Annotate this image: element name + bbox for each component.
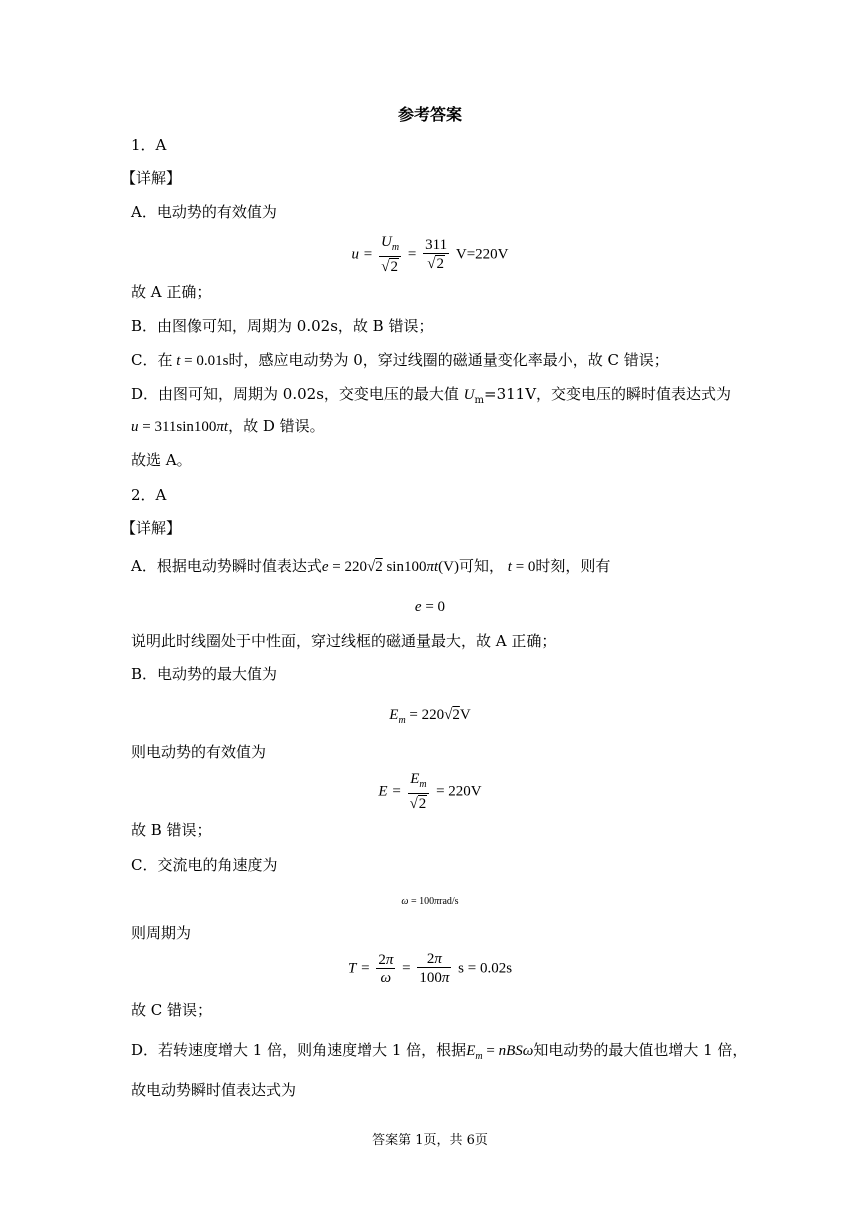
- q2-answer: 2．A: [131, 486, 167, 504]
- q2-b-conclusion: 故 B 错误；: [131, 821, 212, 839]
- q2-detail-heading: 【详解】: [121, 519, 182, 537]
- q1-d-line2: u = 311sin100πt，故 D 错误。: [131, 417, 325, 435]
- q2-a-formula: e = 0: [414, 599, 446, 615]
- q2-a-conclusion: 说明此时线圈处于中性面，穿过线框的磁通量最大，故 A 正确；: [131, 632, 557, 650]
- q1-a-intro: A．电动势的有效值为: [131, 203, 277, 221]
- q1-a-formula: u = $\frac{U_m}{√2}$ = $\frac{311}{√2}$ V=220V: [351, 234, 509, 275]
- q2-b-intro: B．电动势的最大值为: [131, 665, 278, 683]
- q1-a-conclusion: 故 A 正确；: [131, 283, 212, 301]
- q2-c-formula2: T = $\frac{2\pi}{\omega}$ = $\frac{2\pi}{100\pi}$ s = 0.02s: [347, 951, 513, 986]
- q2-c-formula1: ω = 100πrad/s: [401, 896, 459, 907]
- q2-b-formula2: E = $\frac{E_m}{√2}$ = 220V: [378, 771, 482, 812]
- q1-c-post: 时，感应电动势为 0，穿过线圈的磁通量变化率最小，故 C 错误；: [228, 351, 669, 369]
- q2-c-conclusion: 故 C 错误；: [131, 1001, 213, 1019]
- q2-c-mid: 则周期为: [131, 924, 192, 942]
- q2-a-line: A．根据电动势瞬时值表达式e = 220√2 sin100πt(V)可知， t = 0时刻，则有: [131, 557, 611, 575]
- q2-c-intro: C．交流电的角速度为: [131, 856, 278, 874]
- q2-d-line2: 故电动势瞬时值表达式为: [131, 1081, 297, 1099]
- q2-b-mid: 则电动势的有效值为: [131, 743, 267, 761]
- q1-conclusion: 故选 A。: [131, 451, 192, 469]
- page-title: 参考答案: [397, 105, 462, 124]
- page-footer: 答案第 1页，共 6页: [372, 1133, 488, 1148]
- q2-b-formula1: $E_m = 220√2V$: [389, 707, 471, 726]
- q1-d-line1: D．由图可知，周期为 0.02s，交变电压的最大值 $U_m=311V$，交变电压的瞬时值表达式为: [131, 385, 732, 406]
- q1-detail-heading: 【详解】: [121, 169, 182, 187]
- q1-c-pre: C．在: [131, 351, 173, 369]
- q1-b: B．由图像可知，周期为 0.02s，故 B 错误；: [131, 317, 434, 335]
- q1-answer: 1．A: [131, 136, 167, 154]
- q2-d-line1: D．若转速度增大 1 倍，则角速度增大 1 倍，根据$E_m = nBS\omega$知电动势的最大值也增大 1 倍，: [131, 1041, 748, 1062]
- q1-c: C．在 t = 0.01s时，感应电动势为 0，穿过线圈的磁通量变化率最小，故 C 错误；: [131, 351, 669, 369]
